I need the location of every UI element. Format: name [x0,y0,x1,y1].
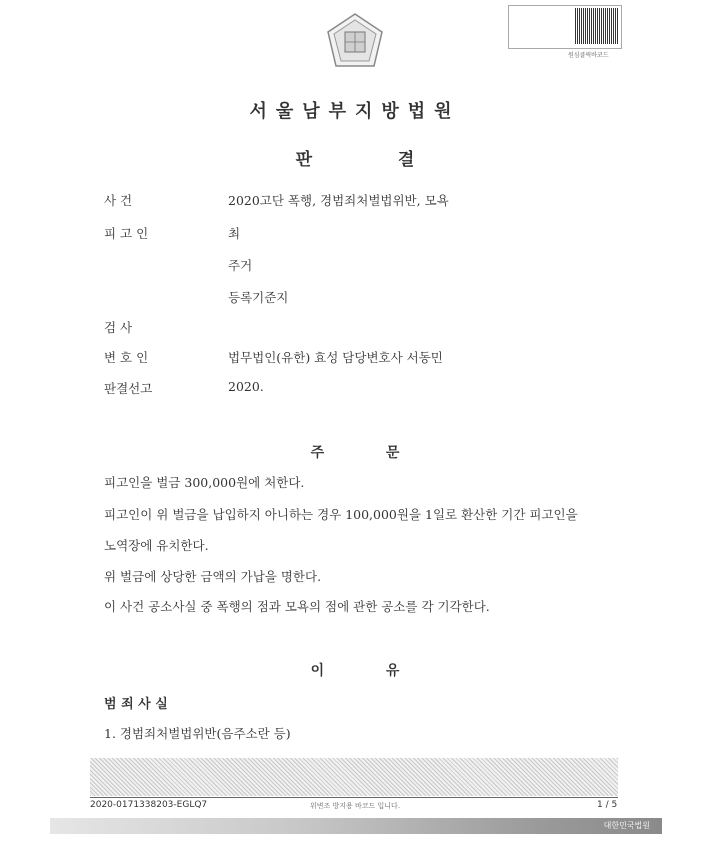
prosecutor-label: 검 사 [104,320,133,335]
judgment-heading-right: 문 [385,445,400,461]
doc-title-right: 결 [397,150,415,170]
judgment-heading [0,442,710,462]
reasons-heading-left: 이 [310,663,325,679]
case-label: 사 건 [104,193,133,208]
barcode-box [508,5,622,49]
bottom-strip [50,818,662,834]
page-number: 1 / 5 [597,800,618,810]
document-title [0,145,710,170]
reasons-heading [0,660,710,680]
barcode-image [575,8,619,44]
crime-item: 1. 경범죄처벌법위반(음주소란 등) [104,726,291,741]
court-name: 서울남부지방법원 [249,101,461,122]
document-id: 2020-0171338203-EGLQ7 [90,800,208,810]
footer-note: 위변조 방지용 바코드 입니다. [310,802,401,810]
counsel-value: 법무법인(유한) 효성 담당변호사 서동민 [228,350,443,365]
crime-facts-heading: 범 죄 사 실 [104,697,168,712]
footer-security-barcode [90,758,618,796]
judgment-line: 피고인을 벌금 300,000원에 처한다. [104,475,305,490]
sentence-date-value: 2020. [228,379,264,394]
judgment-line: 위 벌금에 상당한 금액의 가납을 명한다. [104,569,322,584]
judgment-heading-left: 주 [310,445,325,461]
reasons-heading-right: 유 [385,663,400,679]
case-value: 2020고단 폭행, 경범죄처벌법위반, 모욕 [228,193,449,208]
footer-divider [90,797,618,798]
residence-value: 주거 [228,258,253,273]
doc-title-left: 판 [295,150,313,170]
judgment-line: 이 사건 공소사실 중 폭행의 점과 모욕의 점에 관한 공소를 각 기각한다. [104,599,490,614]
judgment-line: 피고인이 위 벌금을 납입하지 아니하는 경우 100,000원을 1일로 환산한 기간 피고인을 [104,507,578,522]
registration-value: 등록기준지 [228,290,289,305]
judgment-line: 노역장에 유치한다. [104,538,209,553]
defendant-value: 최 [228,226,241,241]
court-logo-label: 대한민국법원 [603,821,650,830]
court-seal-icon [322,10,388,72]
defendant-label: 피 고 인 [104,226,149,241]
sentence-date-label: 판결선고 [104,381,153,396]
barcode-label: 원심클릭바코드 [568,52,609,59]
counsel-label: 변 호 인 [104,350,149,365]
